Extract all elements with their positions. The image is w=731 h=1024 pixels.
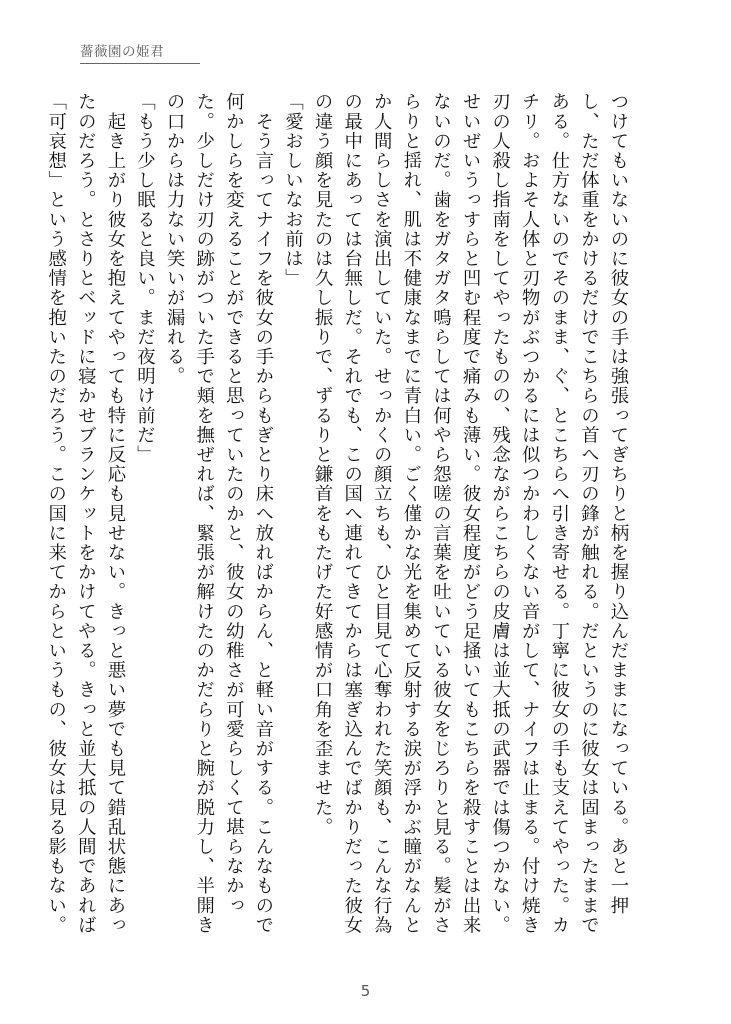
paragraph-4-dialogue: 「もう少し眠ると良い。まだ夜明け前だ」 (134, 92, 156, 465)
paragraph-5: 起き上がり彼女を抱えてやっても特に反応も見せない。きっと悪い夢でも見て錯乱状態にあったのだろう。とさりとベッドに寝かせブランケットをかけてやる。きっと並大抵の人間であれば「可哀想」という感情を抱いたのだろう。この国に来てからというもの、彼女は見る影もない。 (45, 92, 126, 935)
paragraph-2-dialogue: 「愛おしいなお前は」 (282, 92, 304, 288)
page-number: 5 (360, 982, 371, 1000)
paragraph-1: つけてもいないのに彼女の手は強張ってぎちりと柄を握り込んだままになっている。あと一押し、ただ体重をかけるだけでこちらの首へ刃の鋒が触れる。だというのに彼女は固まったままである。仕方ないのでそのまま、ぐ、とこちらへ引き寄せる。丁寧に彼女の手も支えてやった。カチリ。およそ人体と刃物がぶつかるには似つかわしくない音がして、ナイフは止まる。付け焼き刃の人殺し指南をしてやったものの、残念ながらこちらの皮膚は並大抵の武器では傷つかない。せいぜいうっすらと凹む程度で痛みも薄い。彼女程度がどう足掻いてもこちらを殺すことは出来ないのだ。歯をガタガタ鳴らしては何やら怨嗟の言葉を吐いている彼女をじろりと見る。髪がさらりと揺れ、肌は不健康なまでに青白い。ごく僅かな光を集めて反射する涙が浮かぶ瞳がなんとか人間らしさを演出していた。せっかくの顔立ちも、ひと目見て心奪われた笑顔も、こんな行為の最中にあっては台無しだ。それでも、この国へ連れてきてからは塞ぎ込んでばかりだった彼女の違う顔を見たのは久し振りで、ずるりと鎌首をもたげた好感情が口角を歪ませた。 (312, 92, 629, 935)
running-title: 薔薇園の姫君 (80, 44, 164, 60)
paragraph-3: そう言ってナイフを彼女の手からもぎとり床へ放ればからん、と軽い音がする。こんなもので何かしらを変えることができると思っていたのかと、彼女の幼稚さが可愛らしくて堪らなかった。少しだけ刃の跡がついた手で頬を撫ぜれば、緊張が解けたのかだらりと腕が脱力し、半開きの口からは力ない笑いが漏れる。 (164, 92, 274, 935)
running-title-underline (80, 63, 200, 64)
body-text (41, 92, 633, 952)
